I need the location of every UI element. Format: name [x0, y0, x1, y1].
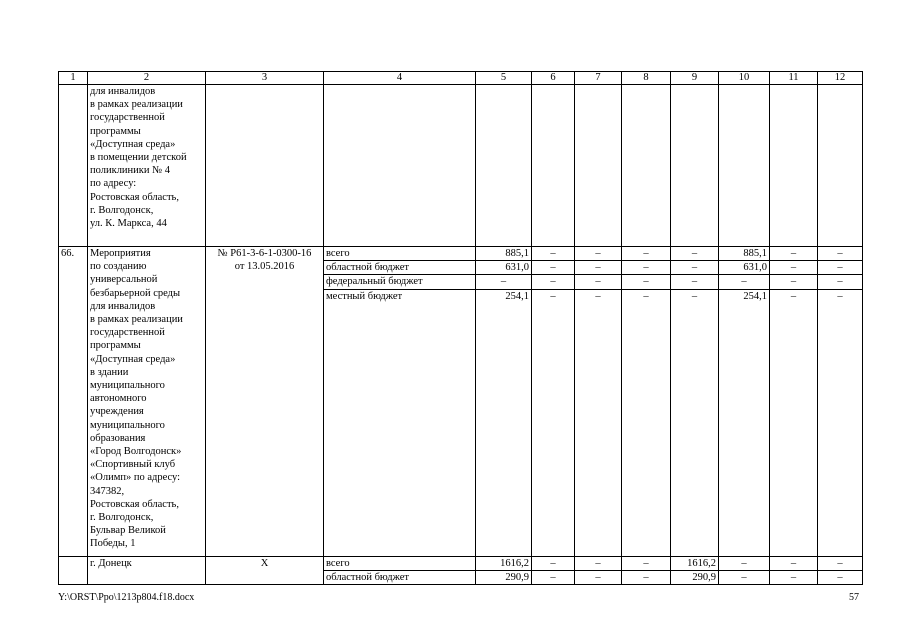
value-cell: – [532, 247, 575, 261]
value-cell: – [575, 261, 622, 275]
value-cell: – [818, 556, 863, 570]
funding-source: областной бюджет [324, 261, 476, 275]
value-cell: 1616,2 [671, 556, 719, 570]
col-header: 7 [575, 72, 622, 85]
funding-source: всего [324, 556, 476, 570]
value-cell: – [671, 261, 719, 275]
value-cell: – [622, 289, 671, 556]
col-header: 11 [770, 72, 818, 85]
value-cell: – [575, 247, 622, 261]
value-cell: 885,1 [719, 247, 770, 261]
value-cell: – [532, 556, 575, 570]
value-cell: – [622, 275, 671, 289]
value-cell: – [671, 275, 719, 289]
value-cell: – [719, 556, 770, 570]
value-cell: 631,0 [719, 261, 770, 275]
value-cell: – [671, 289, 719, 556]
value-cell: 290,9 [476, 570, 532, 584]
value-cell: – [818, 289, 863, 556]
value-cell: – [476, 275, 532, 289]
value-cell: – [532, 289, 575, 556]
value-cell: – [818, 570, 863, 584]
measure-name: Мероприятия по созданию универсальной безбарьерной среды для инвалидов в рамках реализации государственной программы «Доступная среда» в здании муниципального автономного учреждения муниципального образования «Город Волгодонск» «Спортивный клуб «Олимп» по адресу: 347382, Ростовская область, г. Волгодонск, Бульвар Великой Победы, 1 [88, 247, 206, 557]
col-header: 8 [622, 72, 671, 85]
col-header: 3 [206, 72, 324, 85]
row-number [59, 85, 88, 247]
funding-source: местный бюджет [324, 289, 476, 556]
value-cell: – [532, 275, 575, 289]
value-cell: – [622, 247, 671, 261]
value-cell: 885,1 [476, 247, 532, 261]
value-cell: – [818, 275, 863, 289]
row-number: 66. [59, 247, 88, 557]
value-cell: – [575, 556, 622, 570]
value-cell: – [770, 275, 818, 289]
value-cell: – [622, 261, 671, 275]
value-cell: – [818, 247, 863, 261]
value-cell: – [818, 261, 863, 275]
page-number: 57 [849, 592, 859, 603]
col-header: 2 [88, 72, 206, 85]
funding-source: областной бюджет [324, 570, 476, 584]
value-cell: – [575, 289, 622, 556]
value-cell: 254,1 [719, 289, 770, 556]
funding-source: всего [324, 247, 476, 261]
file-path-footer: Y:\ORST\Ppo\1213p804.f18.docx [58, 592, 195, 603]
value-cell: – [770, 570, 818, 584]
value-cell: – [532, 570, 575, 584]
value-cell: – [770, 261, 818, 275]
value-cell: – [575, 275, 622, 289]
col-header: 9 [671, 72, 719, 85]
col-header: 6 [532, 72, 575, 85]
value-cell: – [671, 247, 719, 261]
value-cell: – [532, 261, 575, 275]
funding-source: федеральный бюджет [324, 275, 476, 289]
table-row [59, 556, 863, 570]
value-cell: 254,1 [476, 289, 532, 556]
budget-table [58, 71, 863, 585]
value-cell: – [770, 247, 818, 261]
value-cell: – [719, 275, 770, 289]
value-cell: – [622, 570, 671, 584]
value-cell: – [622, 556, 671, 570]
col-header: 10 [719, 72, 770, 85]
value-cell: 290,9 [671, 570, 719, 584]
value-cell: – [575, 570, 622, 584]
value-cell: – [719, 570, 770, 584]
value-cell: 1616,2 [476, 556, 532, 570]
value-cell: – [770, 556, 818, 570]
col-header: 4 [324, 72, 476, 85]
document-number: № Р61-3-6-1-0300-16 от 13.05.2016 [206, 247, 324, 557]
col-header: 1 [59, 72, 88, 85]
col-header: 5 [476, 72, 532, 85]
table-row [59, 85, 863, 247]
measure-name: для инвалидов в рамках реализации государственной программы «Доступная среда» в помещении детской поликлиники № 4 по адресу: Ростовская область, г. Волгодонск, ул. К. Маркса, 44 [88, 85, 206, 247]
city-name: г. Донецк [88, 556, 206, 584]
table-row [59, 247, 863, 261]
header-row [59, 72, 863, 85]
col-header: 12 [818, 72, 863, 85]
value-cell: – [770, 289, 818, 556]
value-cell: 631,0 [476, 261, 532, 275]
document-number: Х [206, 556, 324, 584]
